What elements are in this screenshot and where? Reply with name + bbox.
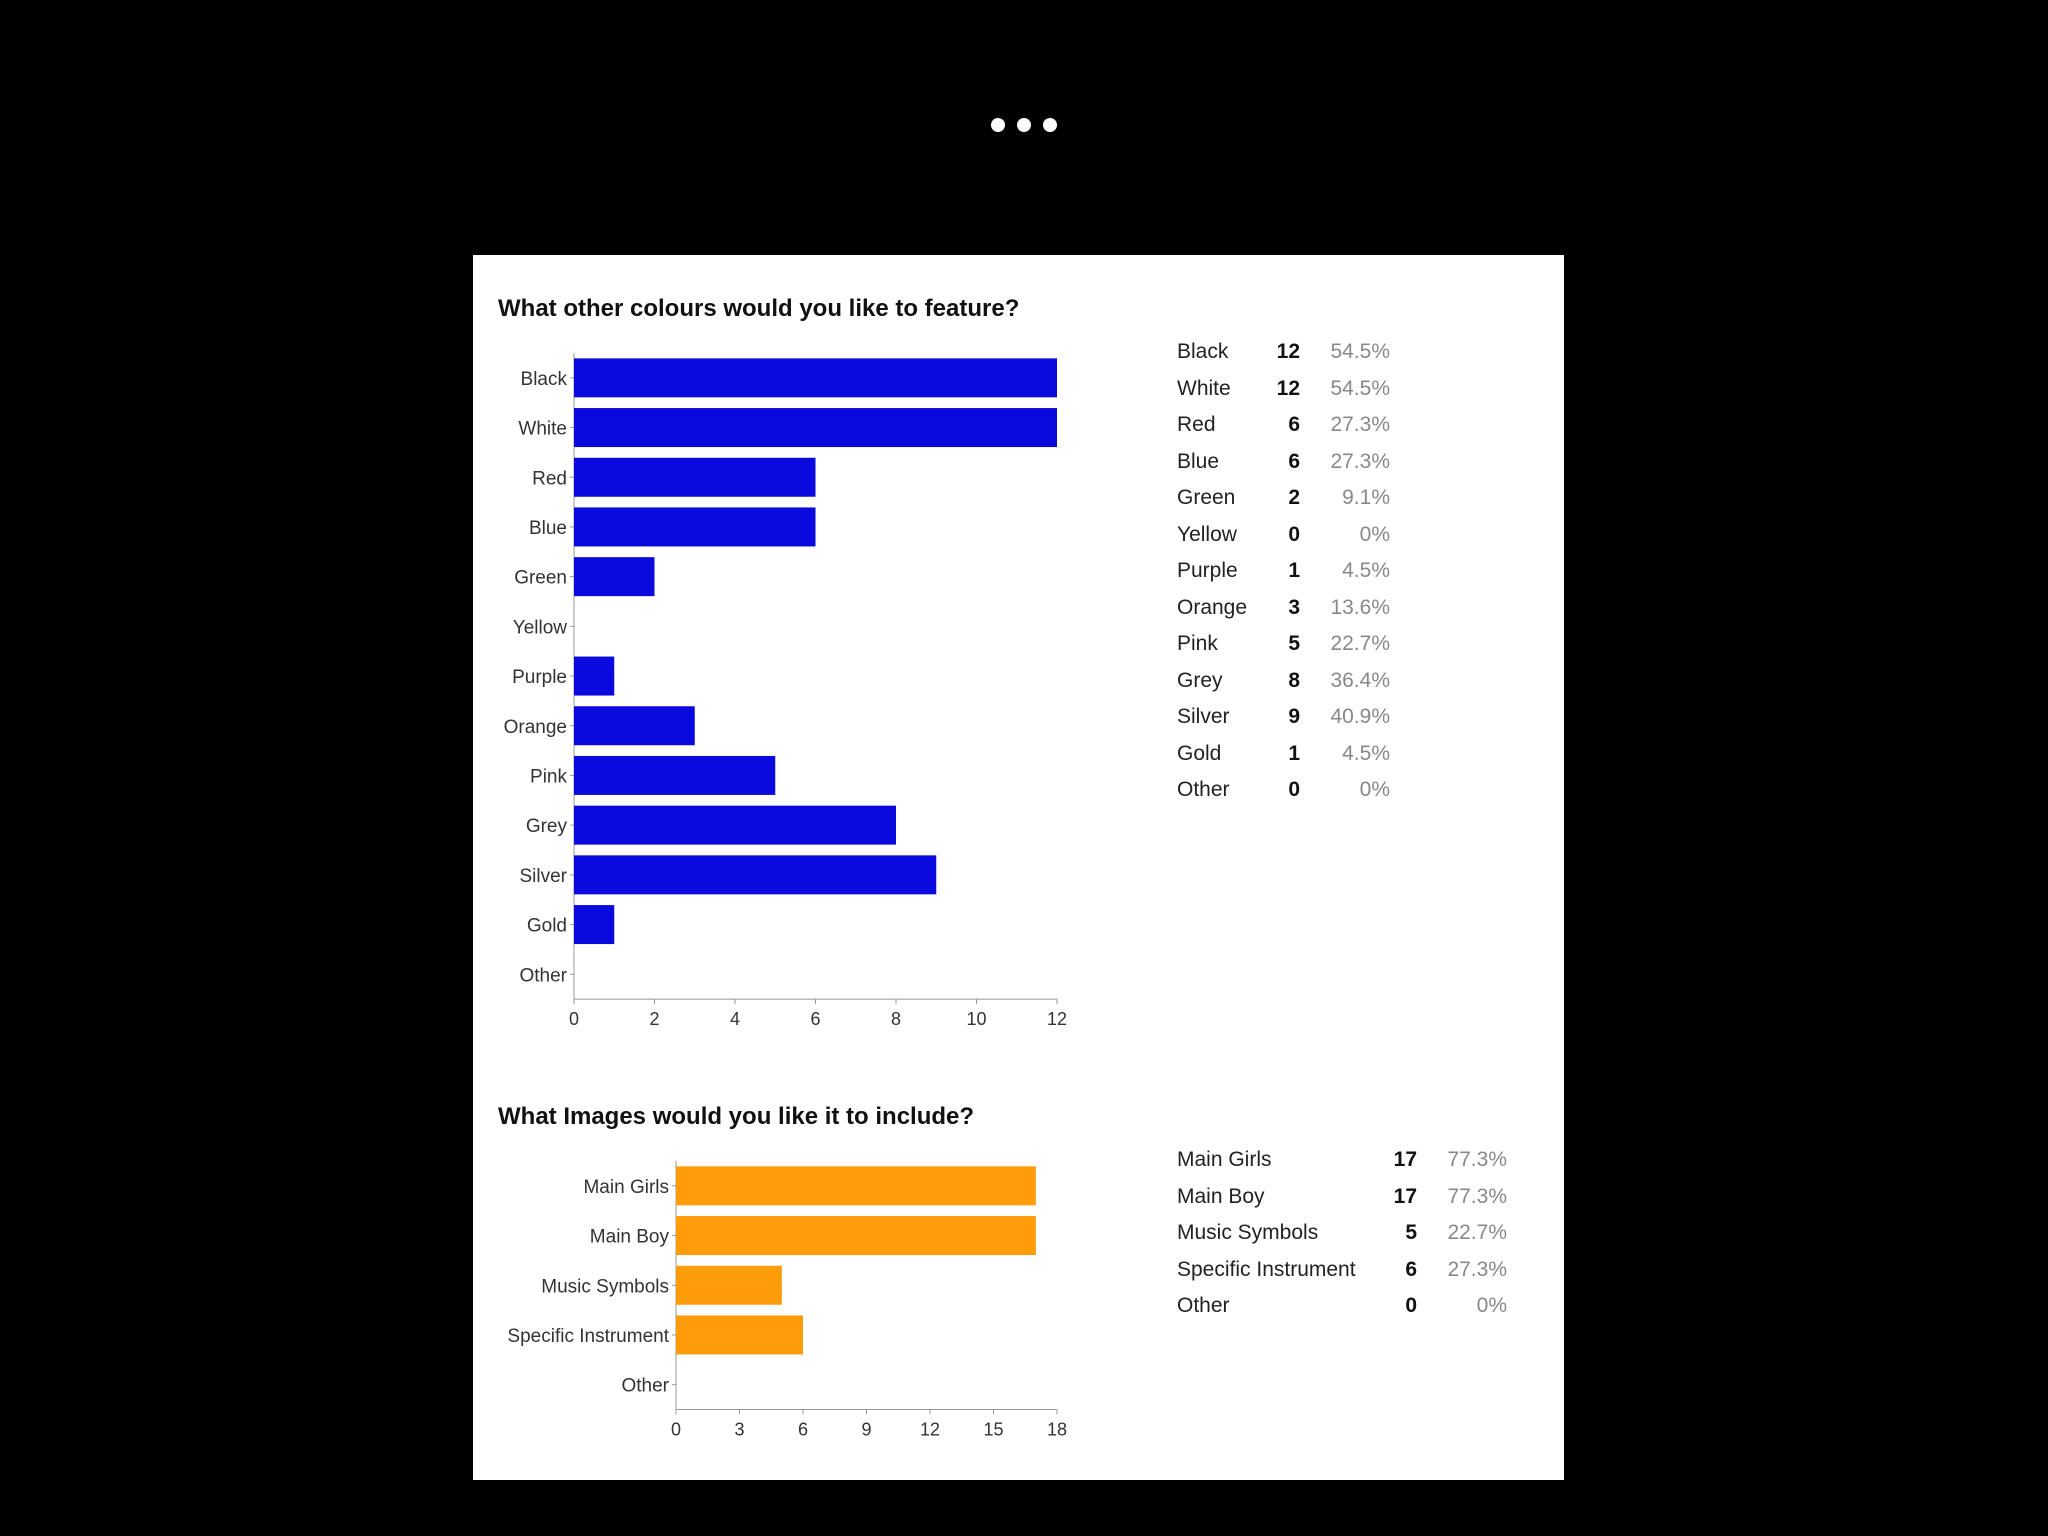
row-label: Other — [1177, 778, 1230, 801]
row-count: 17 — [1393, 1148, 1417, 1171]
bar — [574, 408, 1057, 447]
x-tick-label: 2 — [649, 1009, 660, 1030]
row-percent: 77.3% — [1447, 1184, 1507, 1208]
survey-results-panel — [473, 255, 1564, 1480]
category-label: Music Symbols — [541, 1276, 669, 1298]
category-label: Other — [621, 1375, 669, 1397]
x-tick-label: 9 — [861, 1419, 872, 1440]
category-label: Blue — [528, 517, 567, 539]
row-percent: 27.3% — [1330, 449, 1390, 473]
category-label: Orange — [503, 716, 567, 738]
bar — [574, 756, 775, 795]
x-tick-label: 8 — [890, 1009, 902, 1030]
row-percent: 4.5% — [1342, 741, 1390, 765]
dot-icon — [1017, 118, 1031, 132]
row-count: 3 — [1288, 595, 1300, 619]
category-label: Purple — [512, 667, 567, 689]
row-count: 9 — [1288, 705, 1300, 728]
x-tick-label: 4 — [729, 1009, 741, 1030]
bar — [676, 1216, 1036, 1255]
row-label: Yellow — [1177, 522, 1237, 546]
row-label: Green — [1177, 486, 1236, 509]
x-tick-label: 18 — [1046, 1419, 1068, 1440]
x-tick-label: 6 — [810, 1009, 821, 1030]
category-label: Pink — [530, 766, 567, 788]
bar — [574, 706, 695, 745]
category-label: Main Boy — [589, 1226, 669, 1248]
row-percent: 77.3% — [1447, 1148, 1507, 1171]
category-label: Black — [520, 368, 567, 390]
category-label: Silver — [519, 865, 567, 887]
row-label: Blue — [1177, 449, 1220, 473]
row-percent: 0% — [1359, 778, 1390, 801]
bar — [574, 358, 1057, 397]
x-tick-label: 3 — [734, 1419, 745, 1440]
row-percent: 54.5% — [1330, 376, 1390, 400]
images-chart-title: What Images would you like it to include? — [498, 1103, 975, 1130]
row-percent: 22.7% — [1447, 1221, 1507, 1244]
row-label: Music Symbols — [1177, 1221, 1319, 1244]
bar — [574, 657, 614, 696]
colours-chart-title: What other colours would you like to feature? — [498, 295, 1020, 322]
category-label: Grey — [525, 816, 567, 838]
row-count: 6 — [1288, 413, 1300, 436]
dot-icon — [991, 118, 1005, 132]
x-tick-label: 12 — [1046, 1009, 1068, 1030]
row-count: 5 — [1288, 632, 1300, 655]
row-count: 1 — [1288, 741, 1300, 765]
bar — [676, 1266, 782, 1305]
category-label: Other — [519, 965, 567, 987]
bar — [574, 905, 614, 944]
x-tick-label: 10 — [966, 1009, 987, 1030]
row-count: 12 — [1276, 340, 1300, 363]
row-label: Silver — [1177, 705, 1230, 728]
row-count: 0 — [1288, 778, 1300, 801]
bar — [574, 855, 936, 894]
row-percent: 22.7% — [1330, 632, 1390, 655]
row-label: Pink — [1177, 632, 1218, 655]
row-count: 17 — [1393, 1184, 1417, 1208]
bar — [574, 557, 655, 596]
row-percent: 0% — [1359, 522, 1390, 546]
category-label: Main Girls — [583, 1176, 669, 1198]
row-count: 1 — [1288, 559, 1300, 582]
row-percent: 36.4% — [1330, 668, 1390, 692]
row-percent: 54.5% — [1330, 340, 1390, 363]
ellipsis-indicator — [960, 118, 1088, 158]
x-tick-label: 15 — [983, 1419, 1004, 1440]
row-percent: 27.3% — [1330, 413, 1390, 436]
bar — [574, 507, 816, 546]
bar — [676, 1315, 803, 1354]
row-percent: 27.3% — [1447, 1257, 1507, 1281]
row-percent: 40.9% — [1330, 705, 1390, 728]
row-count: 2 — [1288, 486, 1300, 509]
category-label: Red — [532, 468, 567, 490]
x-tick-label: 0 — [670, 1419, 682, 1440]
x-tick-label: 12 — [919, 1419, 941, 1440]
category-label: Specific Instrument — [507, 1325, 669, 1347]
row-count: 0 — [1405, 1294, 1417, 1317]
row-count: 12 — [1276, 376, 1300, 400]
row-label: Black — [1177, 340, 1229, 363]
category-label: Green — [514, 567, 567, 589]
row-percent: 9.1% — [1342, 486, 1390, 509]
category-label: White — [518, 418, 567, 440]
row-percent: 0% — [1476, 1294, 1507, 1317]
row-label: Red — [1177, 413, 1216, 436]
row-label: Other — [1177, 1294, 1230, 1317]
row-label: Main Boy — [1177, 1184, 1265, 1208]
row-label: Specific Instrument — [1177, 1257, 1356, 1281]
bar — [676, 1166, 1036, 1205]
row-label: Orange — [1177, 595, 1248, 619]
row-label: White — [1177, 376, 1231, 400]
row-percent: 4.5% — [1342, 559, 1390, 582]
row-label: Purple — [1177, 559, 1238, 582]
category-label: Yellow — [512, 617, 567, 639]
row-count: 8 — [1288, 668, 1300, 692]
row-percent: 13.6% — [1330, 595, 1390, 619]
row-label: Gold — [1177, 741, 1222, 765]
row-count: 5 — [1405, 1221, 1417, 1244]
row-label: Main Girls — [1177, 1148, 1272, 1171]
row-count: 6 — [1405, 1257, 1417, 1281]
x-tick-label: 6 — [797, 1419, 809, 1440]
row-label: Grey — [1177, 668, 1223, 692]
x-tick-label: 0 — [568, 1009, 580, 1030]
row-count: 0 — [1288, 522, 1300, 546]
row-count: 6 — [1288, 449, 1300, 473]
category-label: Gold — [526, 915, 567, 937]
bar — [574, 458, 816, 497]
dot-icon — [1043, 118, 1057, 132]
bar — [574, 806, 896, 845]
